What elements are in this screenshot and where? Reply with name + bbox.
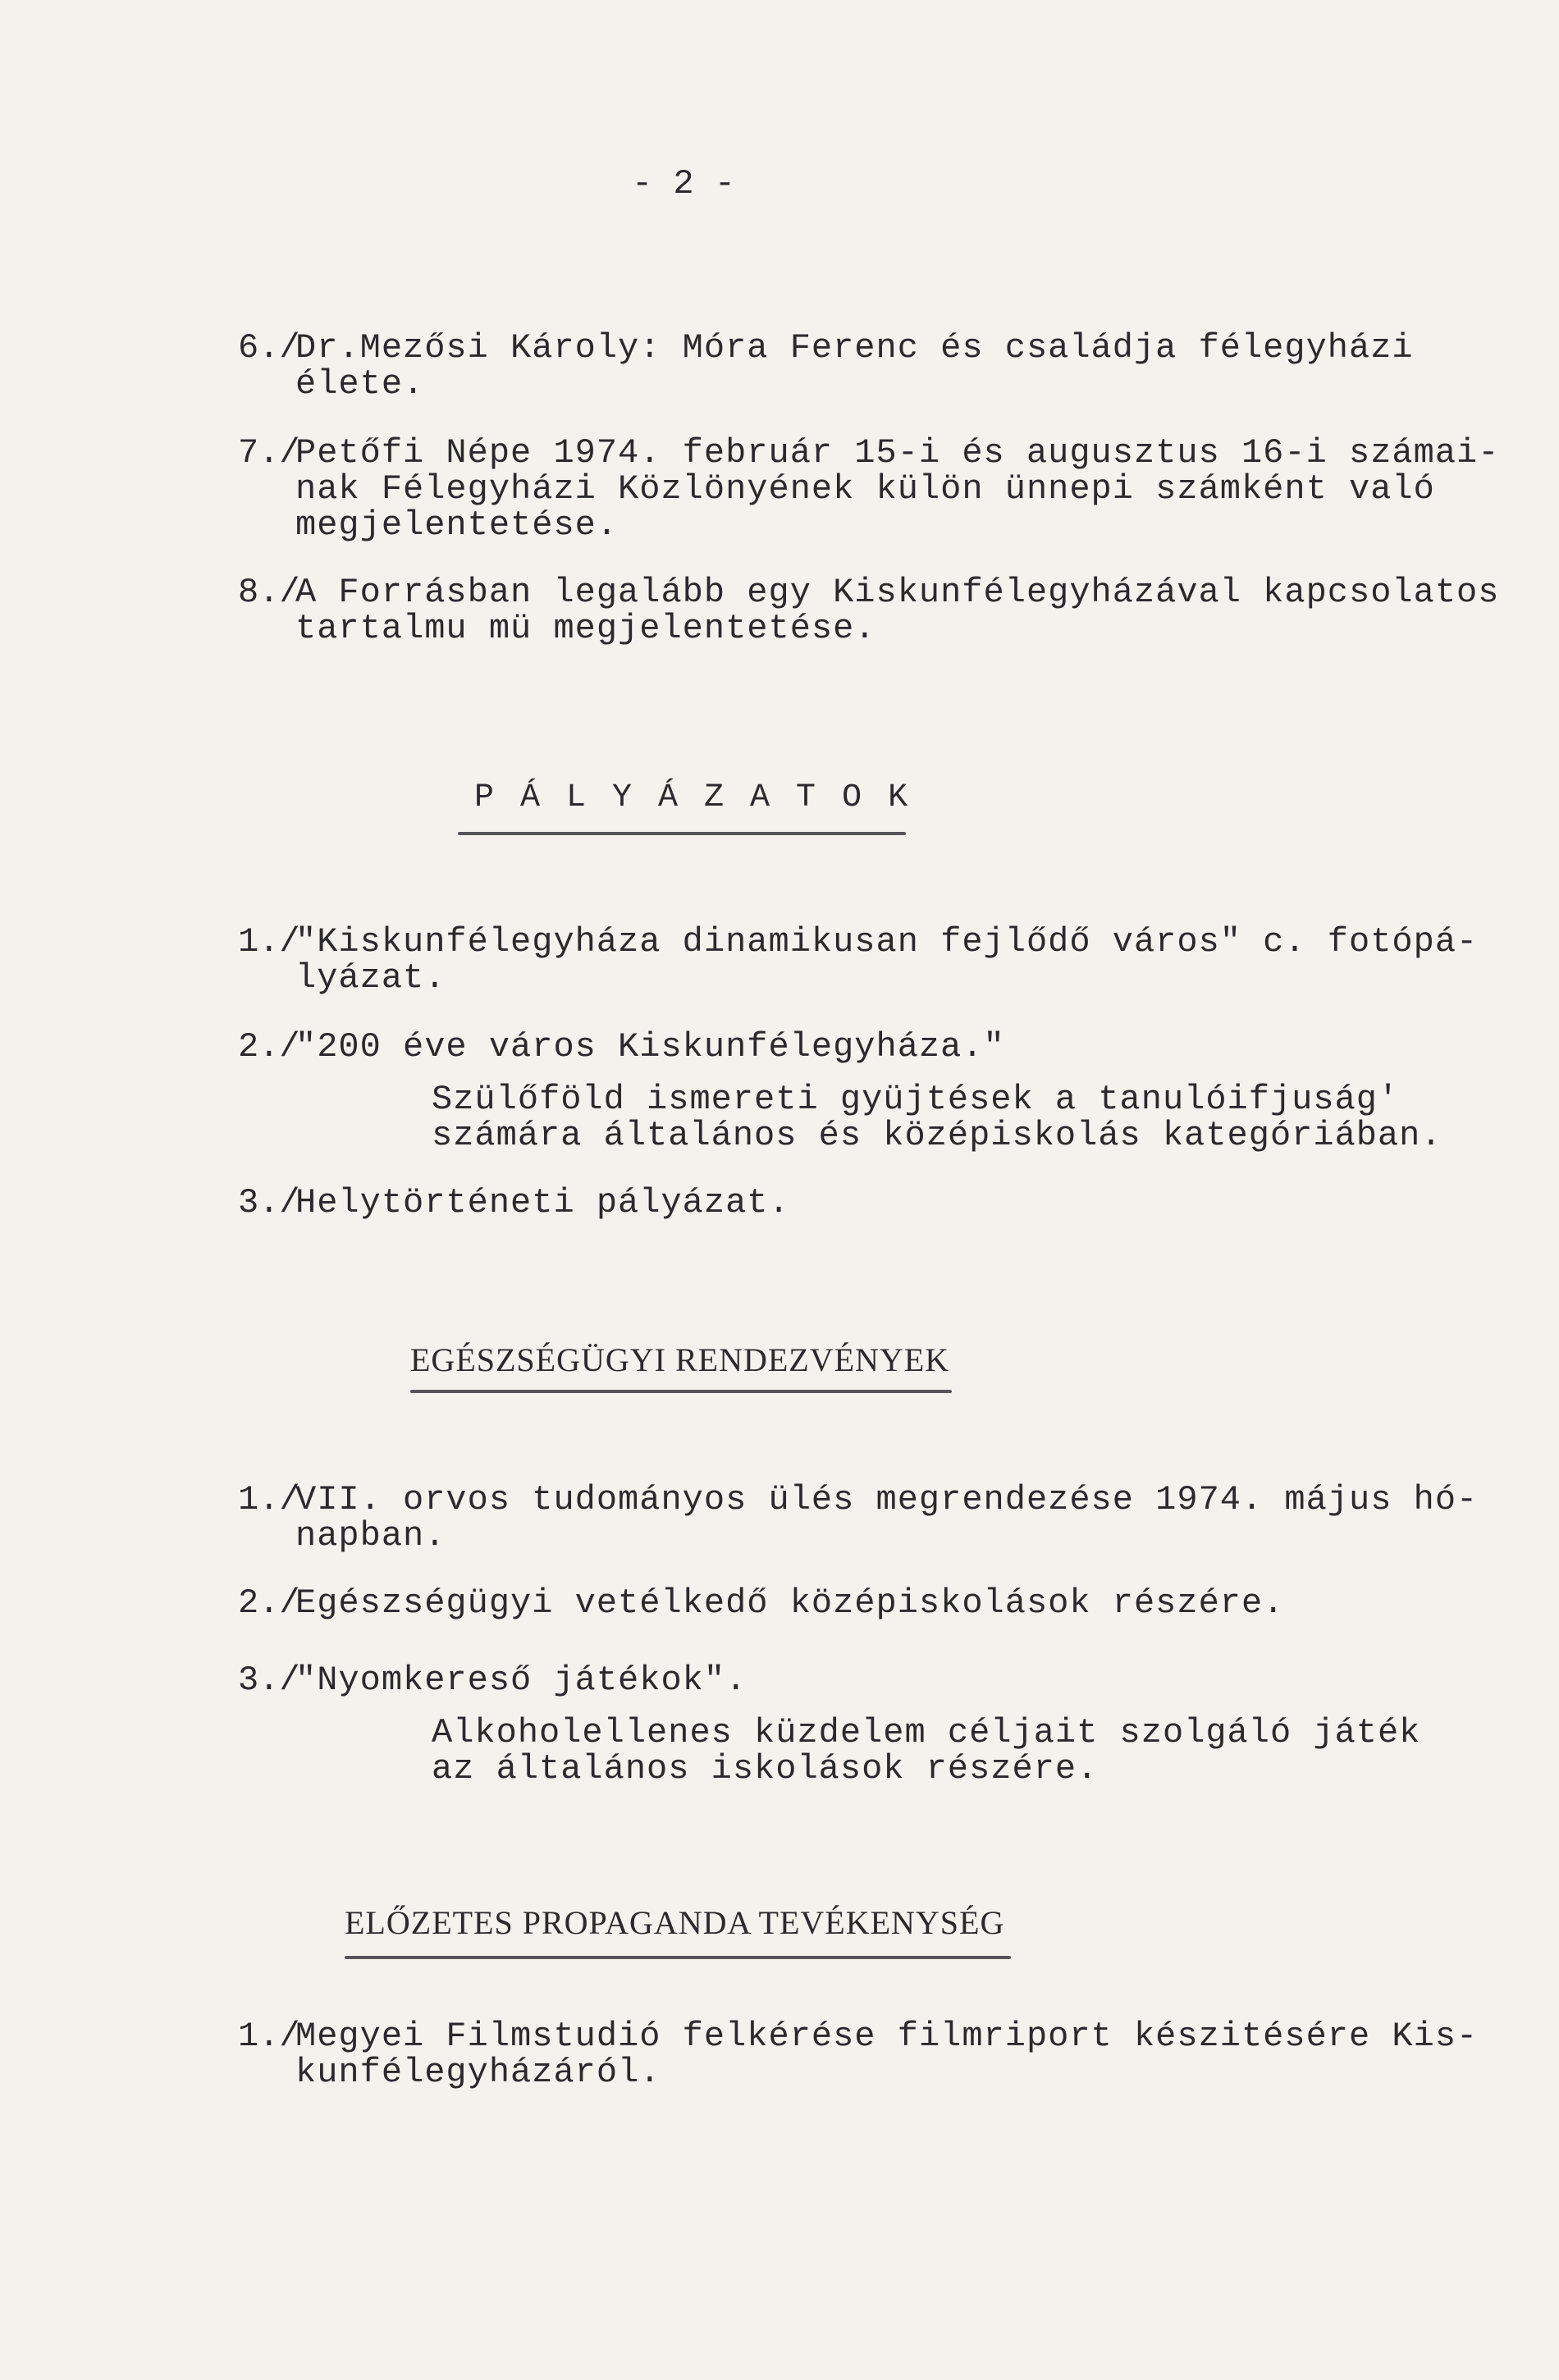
- item-text: lyázat.: [295, 958, 446, 998]
- item-text: napban.: [295, 1516, 446, 1555]
- item-number: 6./: [238, 328, 300, 368]
- item-text: "Kiskunfélegyháza dinamikusan fejlődő város" c. fotópá-: [295, 922, 1479, 962]
- item-number: 1./: [238, 922, 300, 962]
- item-text: Dr.Mezősi Károly: Móra Ferenc és családja félegyházi: [295, 328, 1414, 368]
- item-note: számára általános és középiskolás kategóriában.: [432, 1116, 1442, 1155]
- item-text: kunfélegyházáról.: [295, 2053, 661, 2092]
- item-note: az általános iskolások részére.: [432, 1749, 1099, 1788]
- item-text: "Nyomkereső játékok".: [295, 1661, 747, 1700]
- item-number: 1./: [238, 1480, 300, 1519]
- item-number: 3./: [238, 1661, 300, 1700]
- item-note: Alkoholellenes küzdelem céljait szolgáló játék: [432, 1713, 1421, 1752]
- heading-underline: [458, 832, 906, 835]
- item-text: tartalmu mü megjelentetése.: [295, 609, 876, 648]
- page-number: - 2 -: [632, 164, 736, 203]
- item-number: 8./: [238, 573, 300, 612]
- item-number: 2./: [238, 1027, 300, 1067]
- item-text: VII. orvos tudományos ülés megrendezése 1974. május hó-: [295, 1480, 1479, 1519]
- item-number: 2./: [238, 1583, 300, 1623]
- section-heading: P Á L Y Á Z A T O K: [474, 779, 912, 816]
- item-number: 1./: [238, 2017, 300, 2056]
- item-note: Szülőföld ismereti gyüjtések a tanulóifjuság': [432, 1080, 1400, 1119]
- item-text: "200 éve város Kiskunfélegyháza.": [295, 1027, 1005, 1067]
- item-text: Petőfi Népe 1974. február 15-i és augusztus 16-i számai-: [295, 433, 1500, 473]
- item-text: Helytörténeti pályázat.: [295, 1183, 790, 1222]
- section-heading: EGÉSZSÉGÜGYI RENDEZVÉNYEK: [410, 1341, 950, 1378]
- heading-underline: [345, 1956, 1011, 1959]
- item-number: 7./: [238, 433, 300, 473]
- item-text: Megyei Filmstudió felkérése filmriport készitésére Kis-: [295, 2017, 1479, 2056]
- item-text: A Forrásban legalább egy Kiskunfélegyházával kapcsolatos: [295, 573, 1500, 612]
- section-heading: ELŐZETES PROPAGANDA TEVÉKENYSÉG: [345, 1904, 1005, 1941]
- item-text: élete.: [295, 364, 425, 404]
- item-text: Egészségügyi vetélkedő középiskolások részére.: [295, 1583, 1285, 1623]
- item-text: nak Félegyházi Közlönyének külön ünnepi számként való: [295, 469, 1435, 509]
- item-number: 3./: [238, 1183, 300, 1222]
- heading-underline: [410, 1390, 952, 1393]
- item-text: megjelentetése.: [295, 505, 619, 545]
